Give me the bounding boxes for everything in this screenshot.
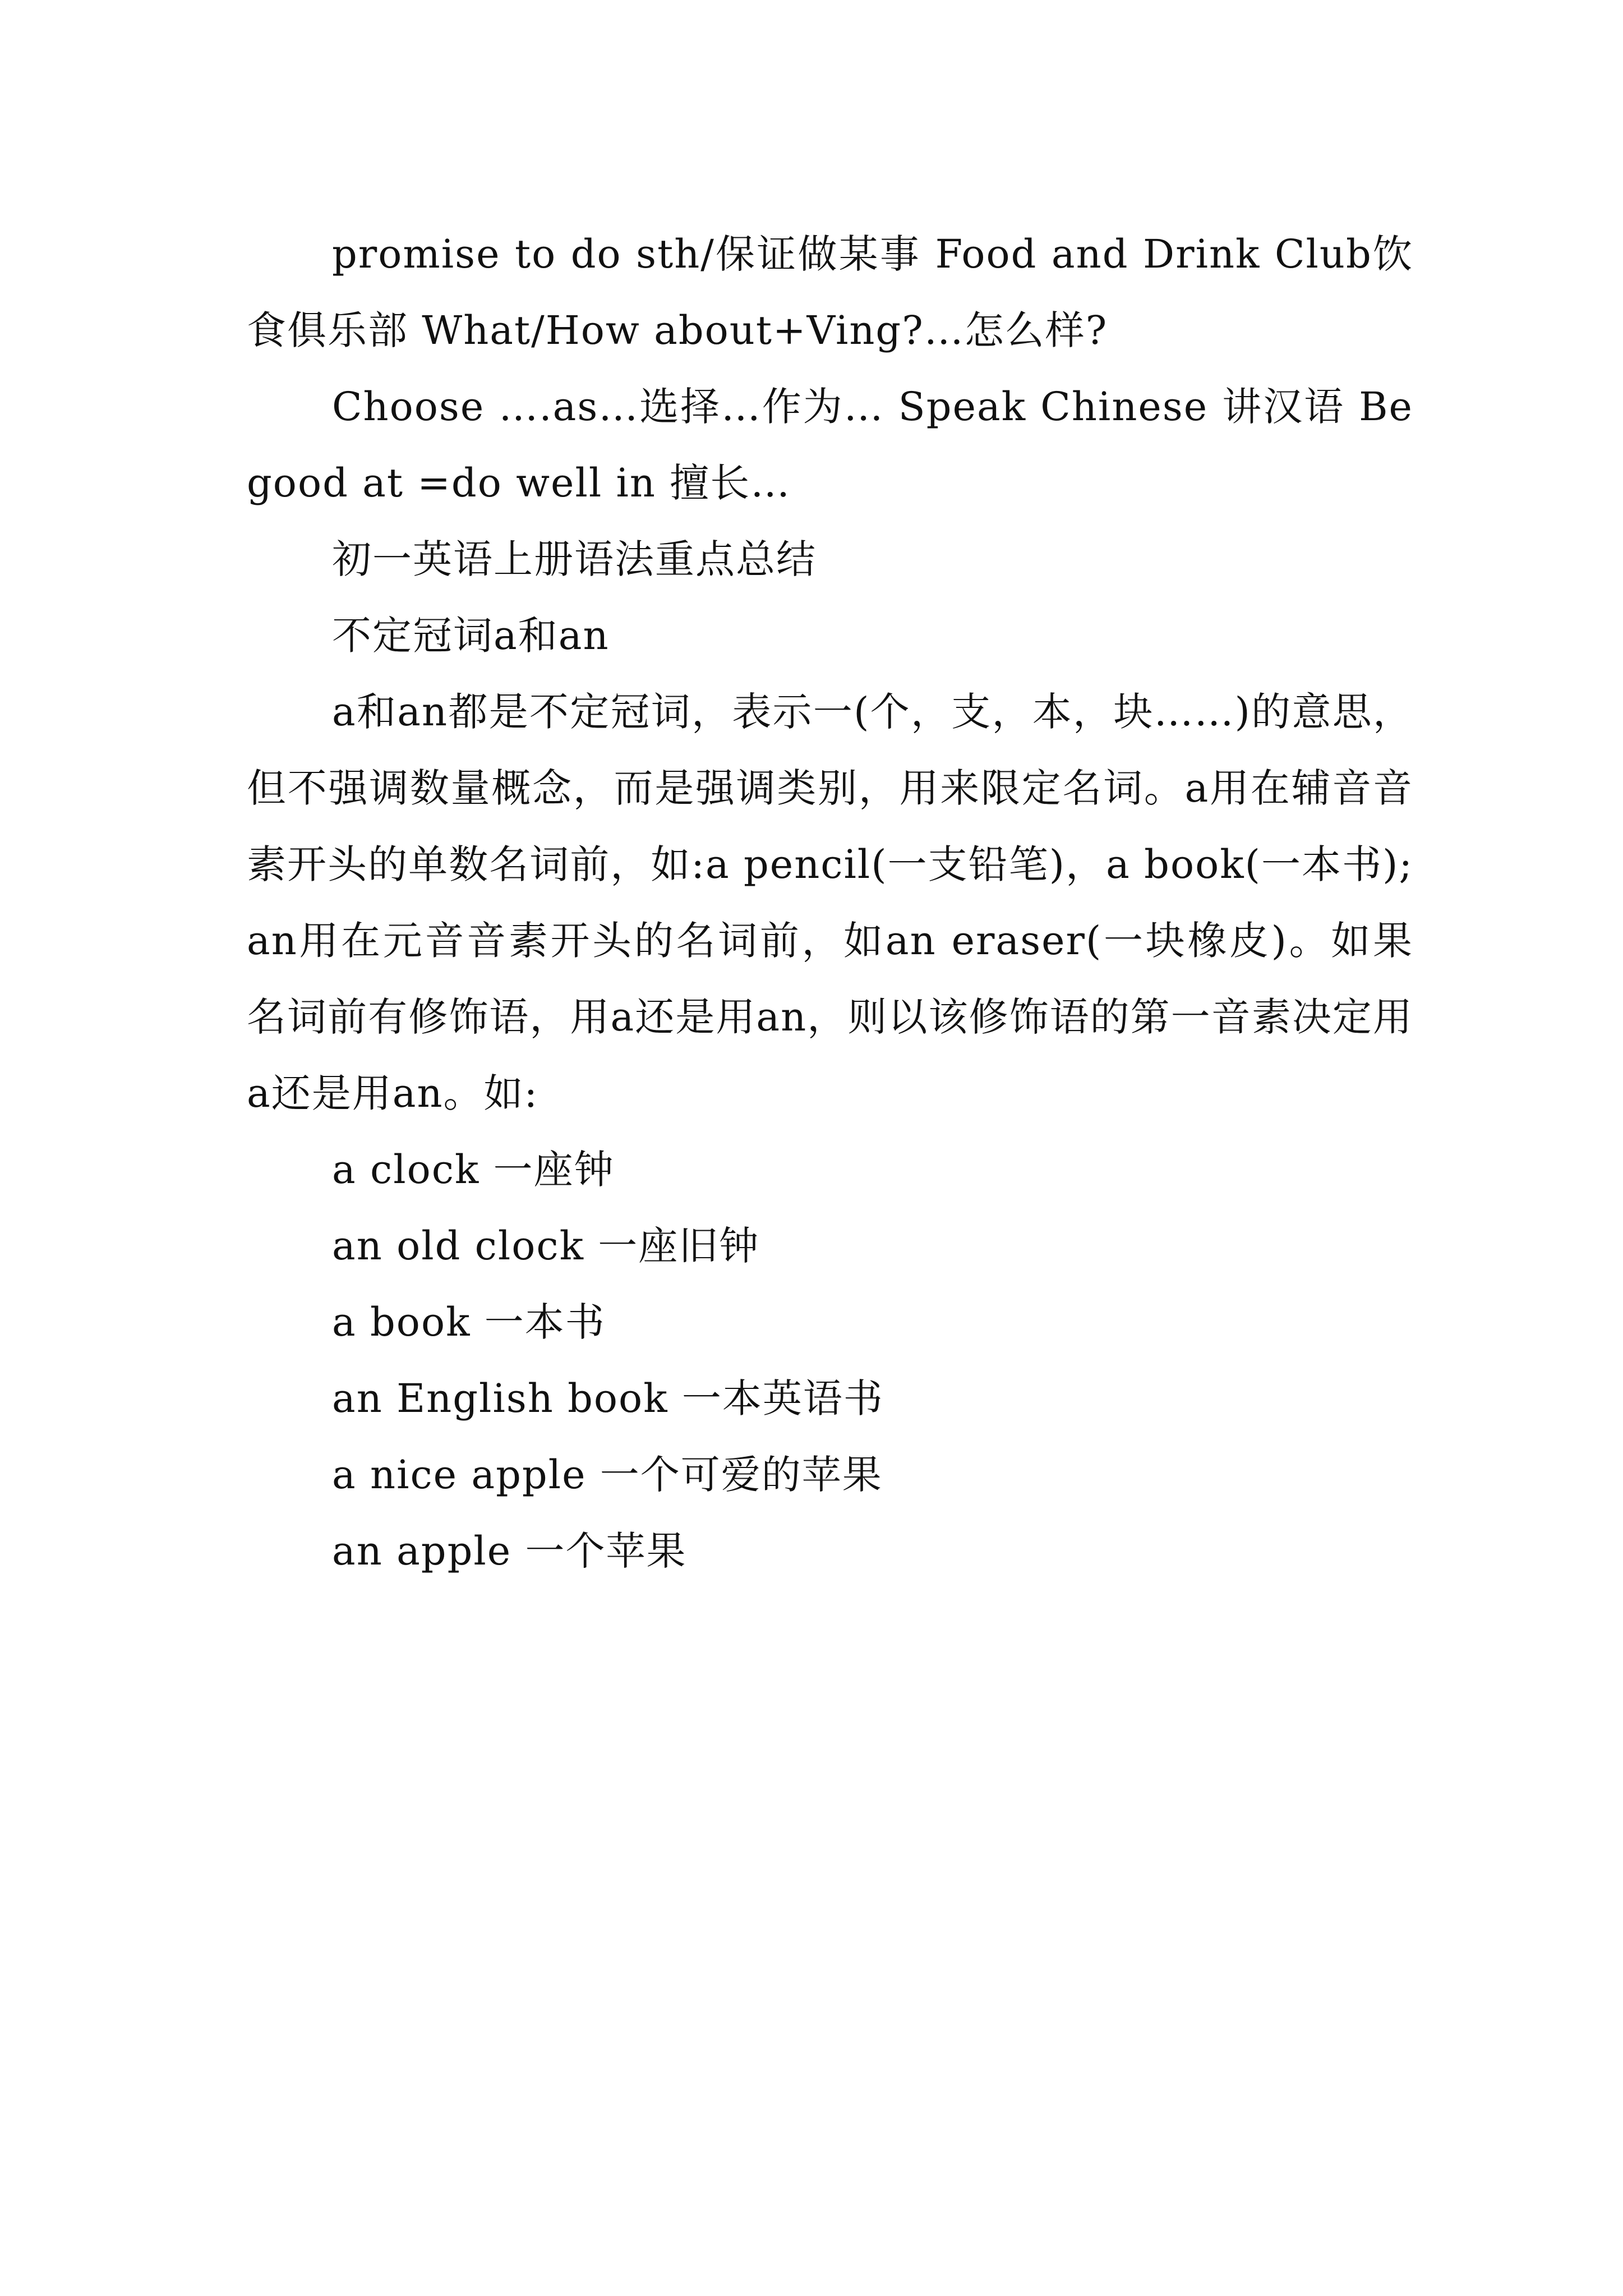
paragraph-explanation: a和an都是不定冠词，表示一(个，支，本，块……)的意思，但不强调数量概念，而是强调类别，用来限定名词。a用在辅音音素开头的单数名词前，如:a pencil(一支铅笔)，a book(一本书);an用在元音音素开头的名词前，如an eraser(一块橡皮)。如果名词前有修饰语，用a还是用an，则以该修饰语的第一音素决定用a还是用an。如: <box>247 689 1413 1116</box>
example-line: a nice apple 一个可爱的苹果 <box>332 1452 883 1498</box>
document-page <box>247 216 1413 1589</box>
paragraph-phrases-1: promise to do sth/保证做某事 Food and Drink Club饮食俱乐部 What/How about+Ving?…怎么样? <box>247 231 1413 353</box>
example-line: an English book 一本英语书 <box>332 1375 884 1421</box>
example-line: a clock 一座钟 <box>332 1147 615 1193</box>
example-line: an old clock 一座旧钟 <box>332 1223 760 1269</box>
section-title: 初一英语上册语法重点总结 <box>332 536 817 582</box>
subsection-title: 不定冠词a和an <box>332 613 610 659</box>
paragraph-phrases-2: Choose ….as…选择…作为… Speak Chinese 讲汉语 Be good at =do well in 擅长… <box>247 384 1413 506</box>
example-line: an apple 一个苹果 <box>332 1528 687 1574</box>
example-line: a book 一本书 <box>332 1299 606 1345</box>
